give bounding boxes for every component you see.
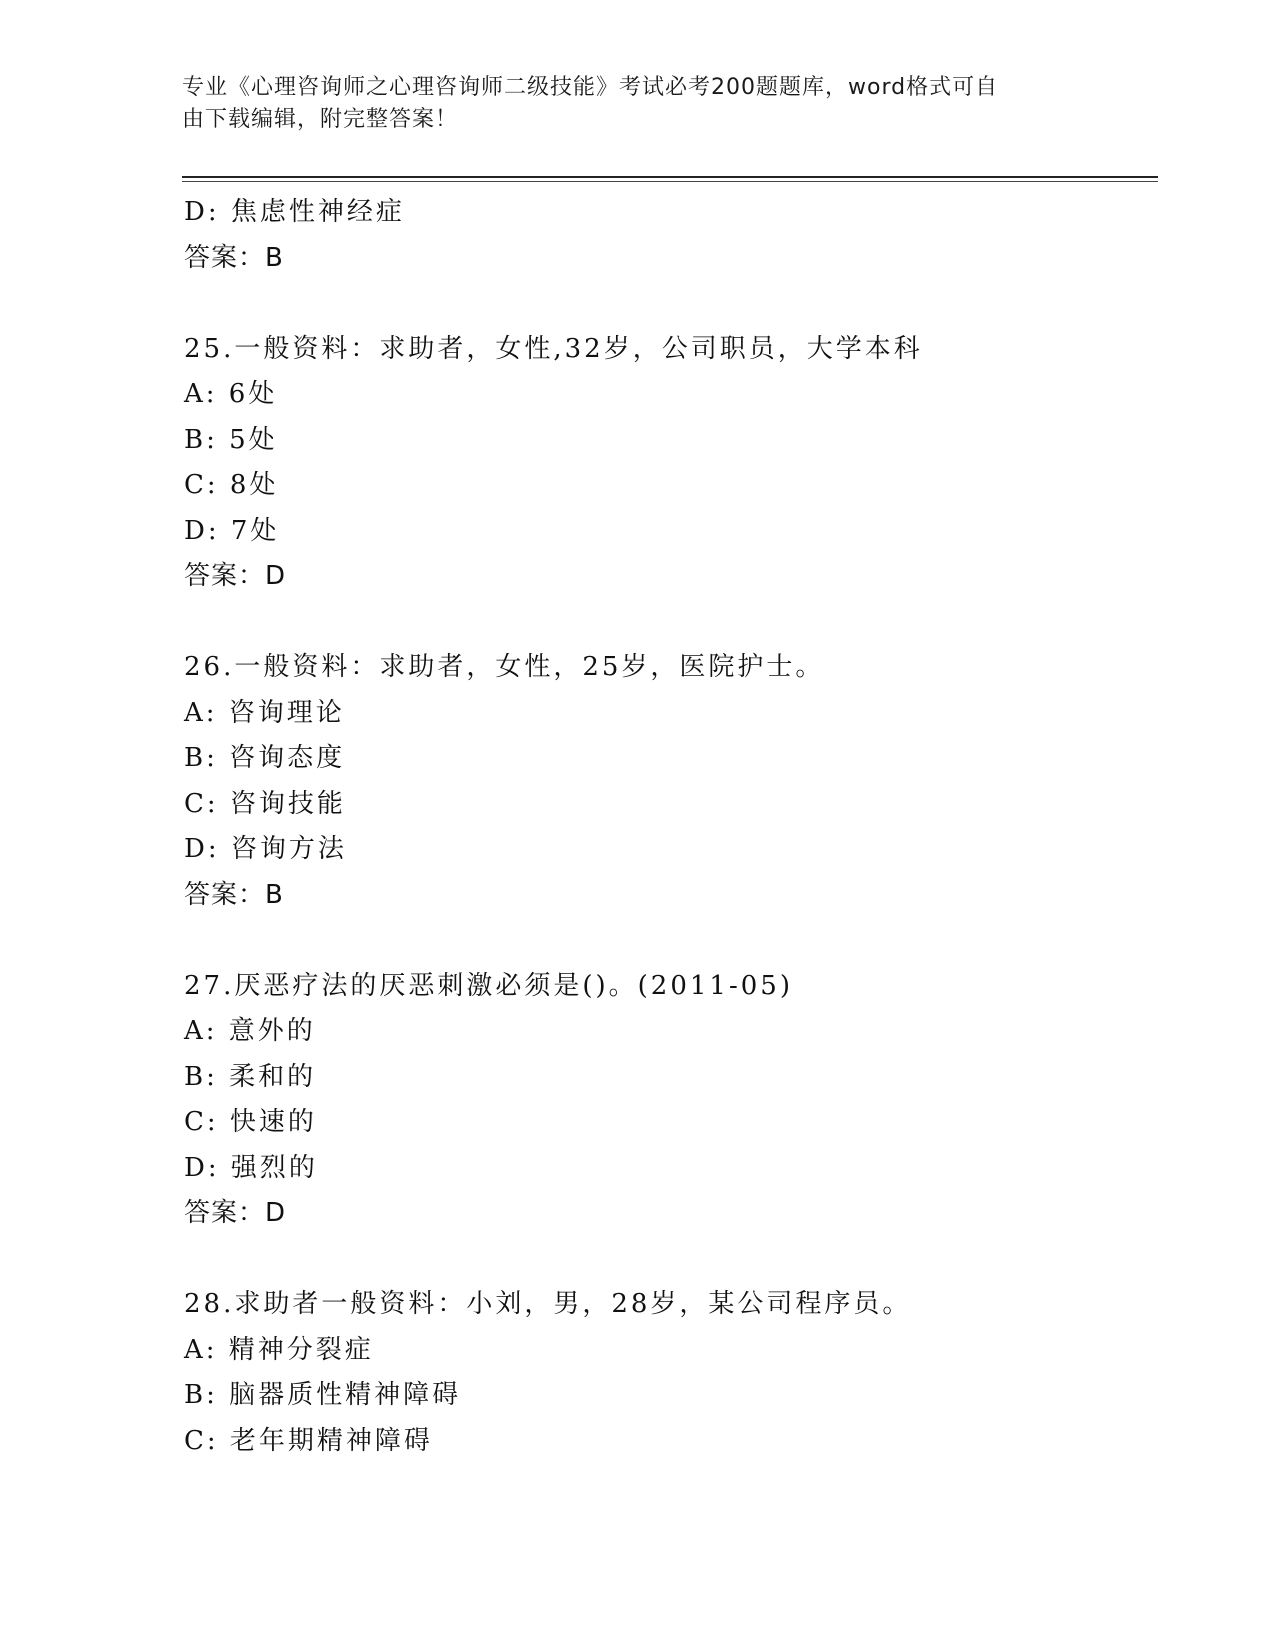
option-d: D: 强烈的 [184, 1152, 318, 1183]
document-header [182, 72, 1062, 136]
question-stem: 28.求助者一般资料：小刘，男，28岁，某公司程序员。 [184, 1289, 912, 1319]
option-a: A: 精神分裂症 [184, 1334, 374, 1365]
option-a: A: 6处 [184, 379, 278, 409]
option-c: C: 咨询技能 [184, 788, 346, 819]
question-25 [184, 327, 1144, 600]
question-stem: 27.厌恶疗法的厌恶刺激必须是()。(2011-05) [184, 970, 793, 1001]
spacer [184, 1237, 1144, 1283]
answer-line: 答案：B [184, 879, 284, 910]
header-title-line-2: 由下载编辑，附完整答案！ [182, 107, 459, 132]
option-d: D: 焦虑性神经症 [184, 197, 405, 227]
option-a: A: 咨询理论 [184, 697, 345, 728]
option-d: D: 咨询方法 [184, 834, 347, 864]
spacer [184, 918, 1144, 964]
option-c: C: 老年期精神障碍 [184, 1425, 433, 1456]
spacer [184, 600, 1144, 646]
answer-line: 答案：D [184, 1198, 287, 1228]
question-stem: 25.一般资料：求助者，女性,32岁，公司职员，大学本科 [184, 333, 923, 364]
question-27 [184, 964, 1144, 1237]
option-b: B: 柔和的 [184, 1061, 317, 1092]
question-stem: 26.一般资料：求助者，女性，25岁，医院护士。 [184, 652, 825, 682]
header-divider-thin [182, 181, 1158, 182]
option-b: B: 脑器质性精神障碍 [184, 1380, 462, 1410]
answer-line: 答案：B [184, 242, 284, 273]
answer-line: 答案：D [184, 561, 287, 591]
option-b: B: 5处 [184, 424, 278, 455]
option-a: A: 意外的 [184, 1016, 316, 1046]
option-c: C: 8处 [184, 470, 279, 500]
spacer [184, 281, 1144, 327]
header-divider-thick [182, 176, 1158, 178]
option-b: B: 咨询态度 [184, 743, 346, 773]
question-28 [184, 1282, 1144, 1464]
question-list [184, 190, 1144, 1464]
option-c: C: 快速的 [184, 1107, 317, 1137]
option-d: D: 7处 [184, 515, 280, 546]
question-26 [184, 645, 1144, 918]
header-title-line-1: 专业《心理咨询师之心理咨询师二级技能》考试必考200题题库，word格式可自 [182, 75, 999, 100]
